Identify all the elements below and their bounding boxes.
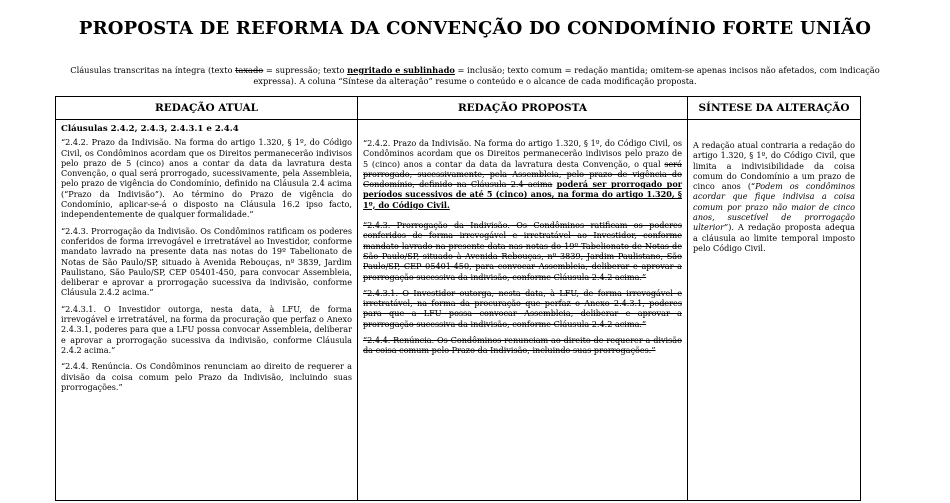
legend-part-3: = inclusão; texto comum = redação mantida; omitem-se apenas incisos não afetados, com indicação expressa). A coluna “Síntese da alteração” resume o conteúdo e o alcance de cada modificação proposta. [253, 65, 880, 86]
proposed-deleted-clause-2-4-3-1: “2.4.3.1. O Investidor outorga, nesta data, à LFU, de forma irrevogável e irretratável, na forma da procuração que perfaz o Anexo 2.4.3.1, poderes para que a LFU possa convocar Assembleia, deliberar e aprovar a prorrogação sucessiva da indivisão, conforme Cláusula 2.4.2 acima.” [363, 287, 682, 329]
legend-note [70, 65, 880, 87]
current-clause-2-4-3: “2.4.3. Prorrogação da Indivisão. Os Condôminos ratificam os poderes conferidos de forma irrevogável e irretratável ao Investidor, conforme mandato lavrado na presente data nas notas do 19º Tabelionato de Notas de São Paulo/SP, situado à Avenida Rebouças, nº 3839, Jardim Paulistano, São Paulo/SP, CEP 05401-450, para convocar Assembleia, deliberar e aprovar a prorrogação sucessiva da indivisão, conforme Cláusula 2.4.2 acima.” [61, 225, 352, 298]
document-title: PROPOSTA DE REFORMA DA CONVENÇÃO DO CONDOMÍNIO FORTE UNIÃO [78, 18, 872, 39]
proposed-deleted-clause-2-4-4: “2.4.4. Renúncia. Os Condôminos renunciam ao direito de requerer a divisão da coisa comum pelo Prazo da Indivisão, incluindo suas prorrogações.” [363, 335, 682, 356]
summary-text [693, 140, 855, 253]
table-header-row [56, 97, 861, 120]
comparison-table [55, 96, 861, 501]
proposed-deleted-text: será prorrogado, sucessivamente, pela Assembleia, pelo prazo de vigência do Condomínio, definido na Cláusula 2.4 acima [363, 158, 682, 190]
legend-part-2: = supressão; texto [263, 65, 348, 75]
header-current-text: REDAÇÃO ATUAL [56, 97, 358, 120]
proposed-inserted-text: poderá ser prorrogado por períodos sucessivos de até 5 (cinco) anos, na forma do artigo 1.320, § 1º, do Código Civil. [363, 179, 682, 210]
current-text-cell [56, 120, 358, 501]
current-clause-2-4-2: “2.4.2. Prazo da Indivisão. Na forma do artigo 1.320, § 1º, do Código Civil, os Condôminos acordam que os Direitos permanecerão indivisos pelo prazo de 5 (cinco) anos a contar da data da lavratura desta Convenção, o qual será prorrogado, sucessivamente, pela Assembleia, pelo prazo de vigência do Condomínio, definido na Cláusula 2.4 acima (“Prazo da Indivisão”). Ao término do Prazo de vigência do Condomínio, aplicar-se-á o disposto na Cláusula 16.2 ipso facto, independentemente de qualquer formalidade.” [61, 137, 352, 220]
proposed-text-cell [358, 120, 688, 501]
table-body-row [56, 120, 861, 501]
current-clause-2-4-3-1: “2.4.3.1. O Investidor outorga, nesta data, à LFU, de forma irrevogável e irretratável, na forma da procuração que perfaz o Anexo 2.4.3.1, poderes para que a LFU possa convocar Assembleia, deliberar e aprovar a prorrogação sucessiva da indivisão, conforme Cláusula 2.4.2 acima.” [61, 303, 352, 355]
summary-cell [688, 120, 861, 501]
legend-inserted-example: negritado e sublinhado [347, 65, 455, 75]
proposed-clause-2-4-2 [363, 138, 682, 210]
legend-part-1: Cláusulas transcritas na íntegra (texto [70, 65, 236, 75]
summary-part-1: A redação atual contraria a redação do artigo 1.320, § 1º, do Código Civil, que limita a indivisibilidade da coisa comum do Condomínio a um prazo de cinco anos ( [693, 140, 855, 192]
section-title: Cláusulas 2.4.2, 2.4.3, 2.4.3.1 e 2.4.4 [61, 124, 239, 134]
current-clause-2-4-4: “2.4.4. Renúncia. Os Condôminos renunciam ao direito de requerer a divisão da coisa comum pelo Prazo da Indivisão, incluindo suas prorrogações.” [61, 361, 352, 392]
summary-part-2: ). A redação proposta adequa a cláusula ao limite temporal imposto pelo Código Civil. [693, 222, 855, 253]
proposed-kept-text: “2.4.2. Prazo da Indivisão. Na forma do artigo 1.320, § 1º, do Código Civil, os Condôminos acordam que os Direitos permanecerão indivisos pelo prazo de 5 (cinco) anos a contar da data da lavratura desta Convenção, o qual [363, 138, 682, 169]
header-summary: SÍNTESE DA ALTERAÇÃO [688, 97, 861, 120]
header-proposed-text: REDAÇÃO PROPOSTA [358, 97, 688, 120]
legend-deleted-example: taxado [235, 65, 264, 75]
summary-quote: “Podem os condôminos acordar que fique indivisa a coisa comum por prazo não maior de cinco anos, suscetível de prorrogação ulterior” [693, 181, 856, 233]
proposed-deleted-clause-2-4-3: “2.4.3. Prorrogação da Indivisão. Os Condôminos ratificam os poderes conferidos de forma irrevogável e irretratável ao Investidor, conforme mandato lavrado na presente data nas notas do 19º Tabelionato de Notas de São Paulo/SP, situado à Avenida Rebouças, nº 3839, Jardim Paulistano, São Paulo/SP, CEP 05401-450, para convocar Assembleia, deliberar e aprovar a prorrogação sucessiva da indivisão, conforme Cláusula 2.4.2 acima.” [363, 220, 682, 282]
